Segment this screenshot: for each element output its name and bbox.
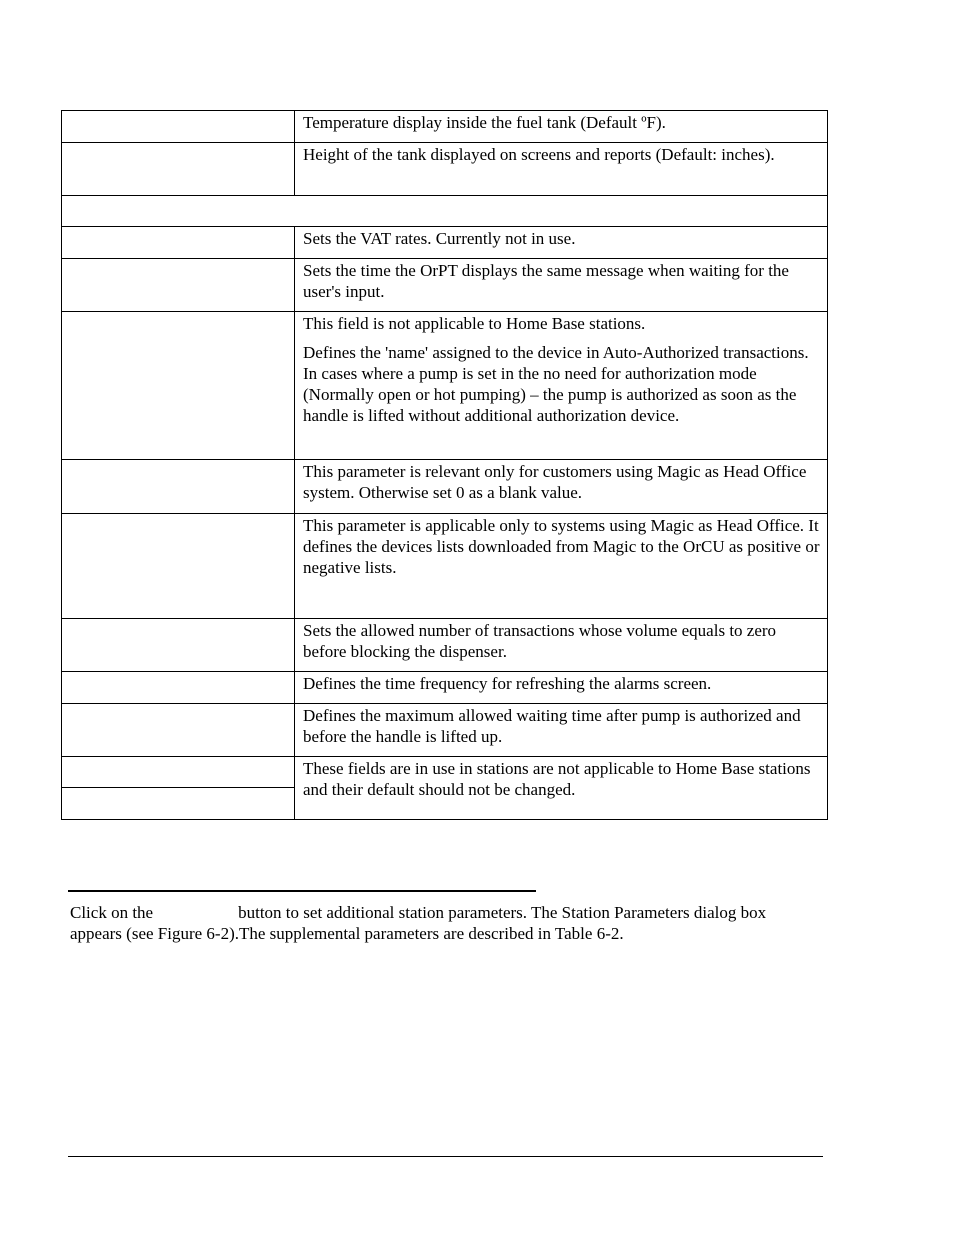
section-header-cell	[62, 196, 828, 227]
description-text: Sets the allowed number of transactions whose volume equals to zero before blocking the dispenser.	[303, 621, 777, 661]
description-text: Defines the 'name' assigned to the device in Auto-Authorized transactions. In cases where a pump is set in the no need for authorization mode (Normally open or hot pumping) – the pump is authorized as soon as the handle is lifted without additional authorization device.	[303, 343, 809, 425]
table-row	[62, 757, 828, 788]
description-text: Defines the time frequency for refreshing the alarms screen.	[303, 674, 712, 693]
parameter-description-cell	[295, 259, 828, 312]
section-header-row	[62, 196, 828, 227]
description-text: Sets the time the OrPT displays the same message when waiting for the user's input.	[303, 261, 789, 301]
parameter-name-cell	[62, 514, 295, 619]
table-row	[62, 619, 828, 672]
description-text: This parameter is relevant only for customers using Magic as Head Office system. Otherwise set 0 as a blank value.	[303, 462, 807, 502]
footer-rule	[68, 1156, 823, 1157]
parameter-name-cell	[62, 704, 295, 757]
parameter-name-cell	[62, 143, 295, 196]
description-text: This field is not applicable to Home Base stations.	[303, 314, 646, 333]
parameter-description-cell	[295, 757, 828, 820]
parameter-description-cell	[295, 619, 828, 672]
table-row	[62, 514, 828, 619]
description-text: Height of the tank displayed on screens and reports (Default: inches).	[303, 145, 775, 164]
parameter-name-cell	[62, 619, 295, 672]
parameter-description-cell	[295, 704, 828, 757]
instruction-paragraph	[70, 902, 810, 944]
description-text: This parameter is applicable only to systems using Magic as Head Office. It defines the devices lists downloaded from Magic to the OrCU as positive or negative lists.	[303, 516, 820, 577]
table-row	[62, 259, 828, 312]
table-row	[62, 312, 828, 460]
parameter-description-cell	[295, 312, 828, 460]
parameter-name-cell	[62, 672, 295, 704]
table-row	[62, 227, 828, 259]
table-row	[62, 704, 828, 757]
parameter-description-cell	[295, 460, 828, 514]
paragraph-text-after: button to set additional station parameters. The Station Parameters dialog box appears (see Figure 6-2).The supplemental parameters are described in Table 6-2.	[70, 903, 767, 943]
parameters-table	[61, 110, 828, 820]
description-text: These fields are in use in stations are not applicable to Home Base stations and their default should not be changed.	[303, 759, 811, 799]
parameter-description-cell	[295, 514, 828, 619]
description-text: Sets the VAT rates. Currently not in use.	[303, 229, 576, 248]
parameter-name-cell	[62, 757, 295, 788]
table-row	[62, 143, 828, 196]
parameter-description-cell	[295, 111, 828, 143]
parameter-name-cell	[62, 460, 295, 514]
paragraph-text-before: Click on the	[70, 903, 154, 922]
section-heading-rule	[68, 890, 536, 892]
description-text: Temperature display inside the fuel tank (Default ºF).	[303, 113, 666, 132]
description-text: Defines the maximum allowed waiting time after pump is authorized and before the handle is lifted up.	[303, 706, 801, 746]
parameter-name-cell	[62, 227, 295, 259]
parameter-name-cell	[62, 312, 295, 460]
table-row	[62, 672, 828, 704]
parameter-name-cell	[62, 788, 295, 820]
parameter-name-cell	[62, 259, 295, 312]
parameter-description-cell	[295, 227, 828, 259]
table-row	[62, 460, 828, 514]
parameter-name-cell	[62, 111, 295, 143]
parameter-description-cell	[295, 143, 828, 196]
parameter-description-cell	[295, 672, 828, 704]
table-row	[62, 111, 828, 143]
